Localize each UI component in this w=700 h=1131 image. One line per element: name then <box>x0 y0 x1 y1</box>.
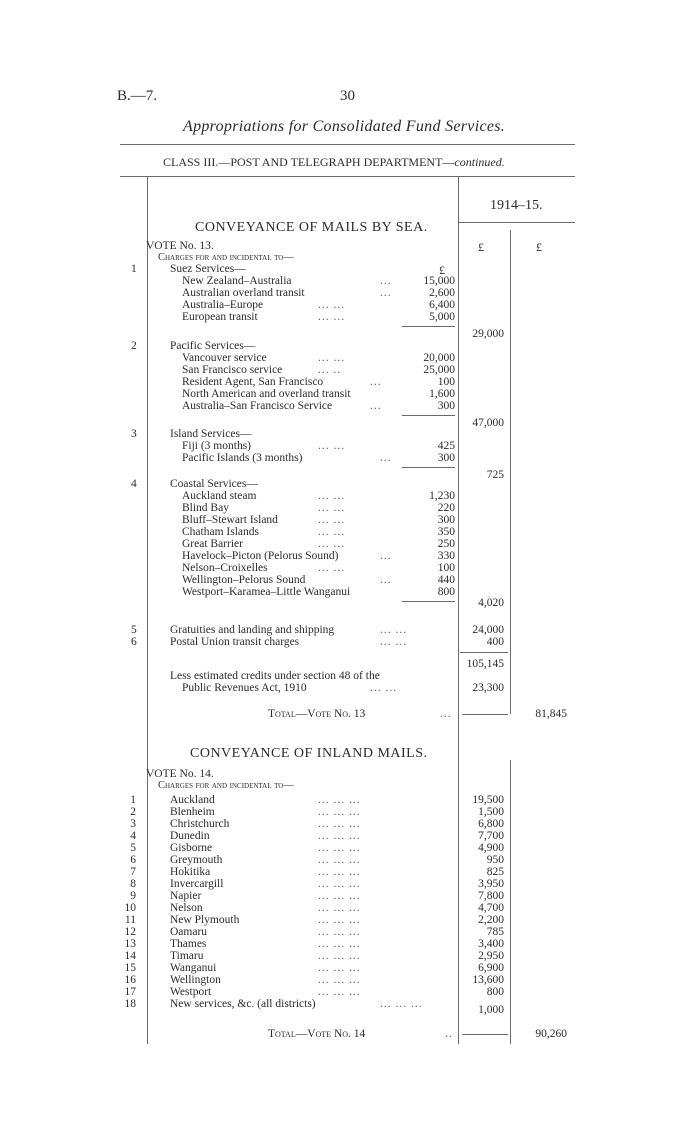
class-title: CLASS III.—POST AND TELEGRAPH DEPARTMENT— <box>163 155 455 169</box>
line-amount: 800 <box>486 986 504 998</box>
leader-dots: ... ... <box>318 526 346 538</box>
class-continued: continued. <box>454 155 505 169</box>
line-label: Napier <box>170 890 202 902</box>
year-heading: 1914–15. <box>490 198 543 213</box>
line-amount: 425 <box>437 440 455 452</box>
leader-dots: ... <box>380 550 392 562</box>
total-rule <box>462 714 508 715</box>
line-label: Resident Agent, San Francisco <box>182 376 324 388</box>
leader-dots: ... ... <box>380 624 408 636</box>
heading-rule <box>120 144 575 145</box>
leader-dots: ... ... ... <box>318 806 361 818</box>
pound-sign-inner: £ <box>439 263 445 277</box>
vote14-total-label: Total—Vote No. 14 <box>268 1028 366 1040</box>
leader-dots: ... ... <box>318 514 346 526</box>
group-label: Island Services— <box>170 428 252 440</box>
line-label: Nelson <box>170 902 203 914</box>
leader-dots: ... ... ... <box>318 878 361 890</box>
item-number: 1 <box>131 263 137 275</box>
line-amount: 950 <box>486 854 504 866</box>
line-amount: 20,000 <box>423 352 455 364</box>
leader-dots: ... ... <box>370 682 398 694</box>
line-amount: 250 <box>437 538 455 550</box>
table-top-rule <box>120 176 575 177</box>
line-amount: 100 <box>437 376 455 388</box>
subtotal-rule <box>402 415 455 416</box>
line-label: Nelson–Croixelles <box>182 562 268 574</box>
line-label: Australia–Europe <box>182 299 264 311</box>
group-subtotal: 4,020 <box>478 597 504 609</box>
item-number: 18 <box>124 998 136 1010</box>
line-amount: 1,230 <box>429 490 455 502</box>
line-label: Timaru <box>170 950 204 962</box>
sea-vote-heading: VOTE No. 13. <box>146 240 214 252</box>
leader-dots: ... ... ... <box>318 902 361 914</box>
leader-dots: ... ... ... <box>318 818 361 830</box>
leader-dots: .. <box>445 1028 453 1040</box>
line-label: Fiji (3 months) <box>182 440 252 452</box>
leader-dots: ... ... <box>318 562 346 574</box>
line-amount: 19,500 <box>472 794 504 806</box>
group-subtotal: 47,000 <box>472 417 504 429</box>
line-label: Hokitika <box>170 866 211 878</box>
leader-dots: ... ... <box>318 299 346 311</box>
less-credits-line: Less estimated credits under section 48 of the <box>170 670 380 682</box>
leader-dots: ... ... ... <box>318 842 361 854</box>
item-number: 2 <box>130 806 136 818</box>
leader-dots: ... <box>370 376 382 388</box>
leader-dots: ... <box>370 400 382 412</box>
item-number: 9 <box>130 890 136 902</box>
line-label: North American and overland transit <box>182 388 351 400</box>
line-label: Westport <box>170 986 212 998</box>
line-label: Dunedin <box>170 830 210 842</box>
line-label: New services, &c. (all districts) <box>170 998 316 1010</box>
leader-dots: ... ... ... <box>318 794 361 806</box>
leader-dots: ... ... ... <box>380 998 423 1010</box>
item-number: 1 <box>130 794 136 806</box>
leader-dots: ... ... <box>318 352 346 364</box>
page-number: 30 <box>340 88 355 104</box>
line-amount: 4,900 <box>478 842 504 854</box>
line-label: Pacific Islands (3 months) <box>182 452 303 464</box>
line-label: Gisborne <box>170 842 213 854</box>
leader-dots: ... <box>440 708 452 720</box>
line-amount: 220 <box>437 502 455 514</box>
item-number: 3 <box>131 428 137 440</box>
leader-dots: ... <box>380 275 392 287</box>
line-amount: 330 <box>437 550 455 562</box>
total-column-rule-inland <box>510 760 511 1044</box>
line-label: Blind Bay <box>182 502 229 514</box>
leader-dots: ... <box>380 287 392 299</box>
line-amount: 6,900 <box>478 962 504 974</box>
line-label: Wellington <box>170 974 221 986</box>
leader-dots: ... ... ... <box>318 914 361 926</box>
total-column-rule-sea <box>510 230 511 714</box>
item-number: 4 <box>130 830 136 842</box>
line-amount: 4,700 <box>478 902 504 914</box>
leader-dots: ... ... ... <box>318 926 361 938</box>
leader-dots: ... ... ... <box>318 890 361 902</box>
line-amount: 15,000 <box>423 275 455 287</box>
line-label: San Francisco service <box>182 364 283 376</box>
line-amount: 13,600 <box>472 974 504 986</box>
sea-charges-line: Charges for and incidental to— <box>158 252 294 263</box>
line-label: New Plymouth <box>170 914 240 926</box>
line-amount: 400 <box>486 636 504 648</box>
subtotal-rule <box>402 467 455 468</box>
line-label: Greymouth <box>170 854 223 866</box>
leader-dots: ... ... <box>318 440 346 452</box>
leader-dots: ... .. <box>318 364 342 376</box>
line-amount: 440 <box>437 574 455 586</box>
line-amount: 24,000 <box>472 624 504 636</box>
line-amount: 300 <box>437 514 455 526</box>
line-label: Bluff–Stewart Island <box>182 514 278 526</box>
leader-dots: ... ... ... <box>318 830 361 842</box>
year-rule <box>458 222 575 223</box>
leader-dots: ... ... <box>318 502 346 514</box>
line-amount: 2,950 <box>478 950 504 962</box>
line-label: Blenheim <box>170 806 215 818</box>
item-number: 17 <box>124 986 136 998</box>
less-credits-act: Public Revenues Act, 1910 <box>182 682 307 694</box>
line-label: Auckland steam <box>182 490 257 502</box>
leader-dots: ... ... ... <box>318 986 361 998</box>
group-label: Pacific Services— <box>170 340 256 352</box>
inland-charges-line: Charges for and incidental to— <box>158 780 294 791</box>
amount-column-rule <box>458 176 459 1044</box>
leader-dots: ... ... ... <box>318 938 361 950</box>
item-number: 6 <box>131 636 137 648</box>
line-amount: 100 <box>437 562 455 574</box>
item-number: 5 <box>131 624 137 636</box>
inland-vote-heading: VOTE No. 14. <box>146 768 214 780</box>
line-amount: 785 <box>486 926 504 938</box>
group-label: Suez Services— <box>170 263 246 275</box>
vote14-total: 90,260 <box>535 1028 567 1040</box>
subtotal-rule <box>402 601 455 602</box>
line-label: Westport–Karamea–Little Wanganui <box>182 586 351 598</box>
subtotal-rule <box>402 326 455 327</box>
line-amount: 300 <box>437 452 455 464</box>
line-label: Gratuities and landing and shipping <box>170 624 335 636</box>
item-number: 3 <box>130 818 136 830</box>
leader-dots: ... ... ... <box>318 974 361 986</box>
gross-rule <box>460 652 508 653</box>
line-label: Postal Union transit charges <box>170 636 300 648</box>
page-heading: Appropriations for Consolidated Fund Services. <box>183 118 506 135</box>
line-label: Chatham Islands <box>182 526 259 538</box>
item-number: 7 <box>130 866 136 878</box>
line-amount: 25,000 <box>423 364 455 376</box>
line-amount: 1,600 <box>429 388 455 400</box>
inland-section-title: CONVEYANCE OF INLAND MAILS. <box>190 746 428 761</box>
leader-dots: ... <box>380 452 392 464</box>
leader-dots: ... ... ... <box>318 866 361 878</box>
line-label: Havelock–Picton (Pelorus Sound) <box>182 550 339 562</box>
line-label: Oamaru <box>170 926 208 938</box>
leader-dots: ... ... <box>318 538 346 550</box>
line-amount: 7,800 <box>478 890 504 902</box>
item-number: 6 <box>130 854 136 866</box>
sea-section-title: CONVEYANCE OF MAILS BY SEA. <box>195 220 428 235</box>
item-number: 10 <box>124 902 136 914</box>
line-amount: 7,700 <box>478 830 504 842</box>
vote13-total: 81,845 <box>535 708 567 720</box>
line-label: Wellington–Pelorus Sound <box>182 574 306 586</box>
line-label: Christchurch <box>170 818 230 830</box>
item-number: 8 <box>130 878 136 890</box>
gross-amount: 105,145 <box>466 658 504 670</box>
vote13-total-label: Total—Vote No. 13 <box>268 708 366 720</box>
leader-dots: ... ... ... <box>318 854 361 866</box>
item-number: 12 <box>124 926 136 938</box>
item-number: 14 <box>124 950 136 962</box>
group-subtotal: 725 <box>486 469 504 481</box>
item-number: 4 <box>131 478 137 490</box>
document-reference: B.—7. <box>117 88 158 104</box>
total-rule <box>462 1034 508 1035</box>
line-label: European transit <box>182 311 258 323</box>
line-label: Australian overland transit <box>182 287 305 299</box>
line-label: Wanganui <box>170 962 217 974</box>
line-amount: 6,800 <box>478 818 504 830</box>
line-label: Invercargill <box>170 878 224 890</box>
line-label: Australia–San Francisco Service <box>182 400 333 412</box>
leader-dots: ... <box>380 574 392 586</box>
item-number: 2 <box>131 340 137 352</box>
less-credits-amount: 23,300 <box>472 682 504 694</box>
line-amount: 3,400 <box>478 938 504 950</box>
group-label: Coastal Services— <box>170 478 258 490</box>
line-label: New Zealand–Australia <box>182 275 292 287</box>
line-amount: 6,400 <box>429 299 455 311</box>
line-amount: 800 <box>437 586 455 598</box>
line-amount: 2,200 <box>478 914 504 926</box>
line-amount: 5,000 <box>429 311 455 323</box>
item-number: 5 <box>130 842 136 854</box>
group-subtotal: 29,000 <box>472 328 504 340</box>
item-number: 15 <box>124 962 136 974</box>
leader-dots: ... ... ... <box>318 962 361 974</box>
line-label: Auckland <box>170 794 215 806</box>
pound-sign-col3: £ <box>536 240 542 254</box>
line-amount: 3,950 <box>478 878 504 890</box>
item-number: 13 <box>124 938 136 950</box>
line-label: Great Barrier <box>182 538 243 550</box>
item-number: 11 <box>124 914 136 926</box>
item-number: 16 <box>124 974 136 986</box>
class-heading <box>163 155 505 170</box>
line-amount: 1,000 <box>478 1004 504 1016</box>
line-amount: 2,600 <box>429 287 455 299</box>
line-label: Thames <box>170 938 207 950</box>
leader-dots: ... ... <box>318 311 346 323</box>
leader-dots: ... ... <box>318 490 346 502</box>
pound-sign-col2: £ <box>478 240 484 254</box>
line-amount: 825 <box>486 866 504 878</box>
leader-dots: ... ... <box>380 636 408 648</box>
number-column-rule <box>147 176 148 1044</box>
line-amount: 1,500 <box>478 806 504 818</box>
leader-dots: ... ... ... <box>318 950 361 962</box>
line-amount: 300 <box>437 400 455 412</box>
line-amount: 350 <box>437 526 455 538</box>
line-label: Vancouver service <box>182 352 267 364</box>
